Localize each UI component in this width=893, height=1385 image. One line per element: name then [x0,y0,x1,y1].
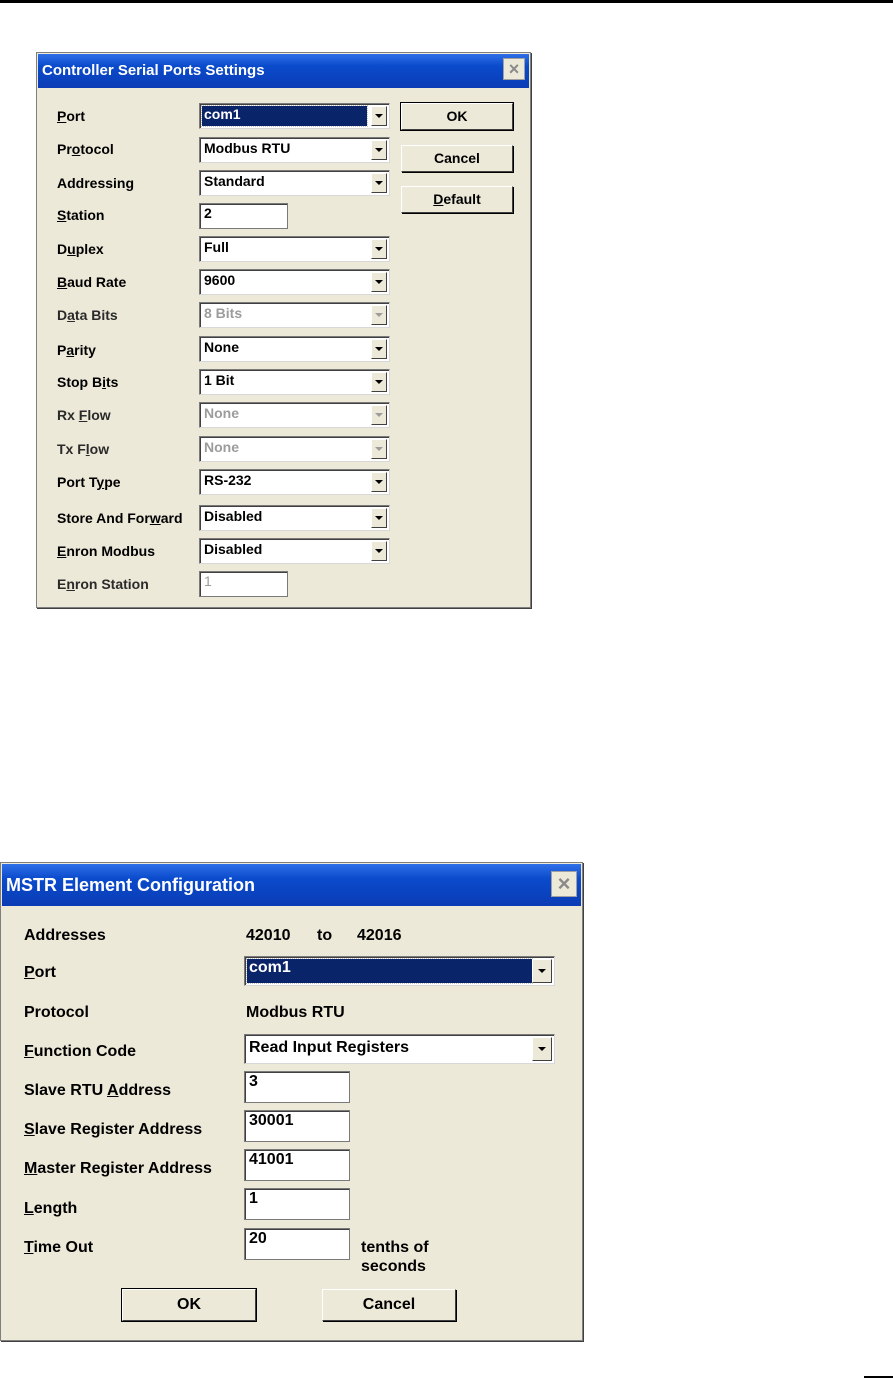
rx-flow-value: None [204,405,239,421]
chevron-down-icon [375,480,383,484]
chevron-down-icon [375,313,383,317]
port-dropdown-button[interactable] [371,106,387,126]
addressing-combo[interactable] [199,170,390,196]
ok-button-label: OK [446,108,468,124]
addressing-dropdown-button[interactable] [371,173,387,193]
baud-rate-combo[interactable] [199,269,390,295]
chevron-down-icon [538,969,546,973]
port-label: Port [57,108,86,124]
addressing-label: Addressing [57,175,135,191]
stop-bits-dropdown-button[interactable] [371,372,387,392]
ok-button[interactable] [401,103,513,130]
slave-rtu-address-label: Slave RTU Address [24,1082,172,1099]
time-out-unit-line1: tenths of [361,1239,429,1256]
duplex-combo[interactable] [199,236,390,262]
data-bits-label: Data Bits [57,307,118,323]
mstr-port-dropdown-button[interactable] [532,959,552,983]
protocol-label: Protocol [24,1004,89,1021]
address-to-value: 42016 [357,927,402,944]
store-and-forward-value: Disabled [204,508,263,524]
dialog-title: MSTR Element Configuration [6,875,255,895]
time-out-label: Time Out [24,1239,94,1256]
chevron-down-icon [538,1047,546,1051]
data-bits-dropdown-button [371,305,387,325]
baud-rate-label: Baud Rate [57,274,127,290]
port-label: Port [24,964,56,981]
parity-value: None [204,339,239,355]
chevron-down-icon [375,148,383,152]
enron-modbus-dropdown-button[interactable] [371,541,387,561]
protocol-value: Modbus RTU [246,1004,345,1021]
function-code-combo[interactable] [244,1034,555,1064]
close-button[interactable] [503,58,525,80]
station-label: Station [57,207,105,223]
stop-bits-value: 1 Bit [204,372,235,388]
dialog-titlebar [2,864,581,906]
data-bits-value: 8 Bits [204,305,243,321]
station-input[interactable] [199,203,288,229]
parity-combo[interactable] [199,336,390,362]
tx-flow-value: None [204,439,239,455]
parity-dropdown-button[interactable] [371,339,387,359]
enron-modbus-value: Disabled [204,541,263,557]
duplex-label: Duplex [57,241,104,257]
protocol-combo[interactable] [199,137,390,163]
station-value: 2 [204,205,212,221]
length-input[interactable] [244,1188,350,1220]
port-type-value: RS-232 [204,472,252,488]
tx-flow-dropdown-button [371,439,387,459]
baud-rate-value: 9600 [204,272,236,288]
chevron-down-icon [375,380,383,384]
protocol-dropdown-button[interactable] [371,140,387,160]
master-register-address-label: Master Register Address [24,1160,212,1177]
time-out-input[interactable] [244,1228,350,1260]
addressing-value: Standard [204,173,265,189]
chevron-down-icon [375,549,383,553]
chevron-down-icon [375,447,383,451]
enron-modbus-combo[interactable] [199,538,390,564]
store-and-forward-label: Store And Forward [57,510,183,526]
data-bits-combo [199,302,390,328]
slave-rtu-address-value: 3 [249,1073,258,1090]
enron-station-input [199,571,288,597]
close-icon: × [557,871,571,896]
chevron-down-icon [375,114,383,118]
parity-label: Parity [57,342,96,358]
chevron-down-icon [375,516,383,520]
ok-button[interactable] [122,1289,256,1321]
duplex-dropdown-button[interactable] [371,239,387,259]
baud-rate-dropdown-button[interactable] [371,272,387,292]
store-and-forward-dropdown-button[interactable] [371,508,387,528]
function-code-dropdown-button[interactable] [532,1037,552,1061]
chevron-down-icon [375,181,383,185]
time-out-unit-line2: seconds [361,1258,426,1275]
cancel-button[interactable] [401,145,513,172]
tx-flow-label: Tx Flow [57,441,110,457]
function-code-value: Read Input Registers [249,1039,410,1056]
port-value: com1 [202,106,367,126]
rx-flow-combo [199,402,390,428]
dialog-titlebar [38,54,529,88]
dialog-title: Controller Serial Ports Settings [42,62,265,79]
chevron-down-icon [375,247,383,251]
cancel-button[interactable] [322,1289,456,1321]
chevron-down-icon [375,413,383,417]
addresses-label: Addresses [24,927,106,944]
chevron-down-icon [375,280,383,284]
protocol-value: Modbus RTU [204,140,291,156]
default-button-label: Default [433,191,481,207]
port-type-combo[interactable] [199,469,390,495]
default-button[interactable] [401,186,513,213]
port-type-label: Port Type [57,474,121,490]
rx-flow-label: Rx Flow [57,407,111,423]
stop-bits-combo[interactable] [199,369,390,395]
time-out-value: 20 [249,1230,267,1247]
length-label: Length [24,1200,78,1217]
mstr-port-value: com1 [247,959,532,983]
slave-register-address-label: Slave Register Address [24,1121,203,1138]
master-register-address-value: 41001 [249,1151,294,1168]
close-button[interactable] [551,871,577,897]
enron-modbus-label: Enron Modbus [57,543,155,559]
length-value: 1 [249,1190,258,1207]
stop-bits-label: Stop Bits [57,374,119,390]
chevron-down-icon [375,347,383,351]
slave-register-address-input[interactable] [244,1110,350,1142]
tx-flow-combo [199,436,390,462]
store-and-forward-combo[interactable] [199,505,390,531]
slave-rtu-address-input[interactable] [244,1071,350,1103]
duplex-value: Full [204,239,229,255]
page-footer-mark [864,1376,893,1378]
mstr-port-combo[interactable] [244,956,555,986]
address-from-value: 42010 [246,927,291,944]
address-to-word: to [317,927,333,944]
protocol-label: Protocol [57,141,114,157]
ok-button-label: OK [177,1296,201,1313]
page-header-rule [0,0,893,3]
port-combo[interactable] [199,103,390,129]
cancel-button-label: Cancel [434,150,480,166]
port-type-dropdown-button[interactable] [371,472,387,492]
cancel-button-label: Cancel [362,1296,416,1313]
rx-flow-dropdown-button [371,405,387,425]
slave-register-address-value: 30001 [249,1112,294,1129]
master-register-address-input[interactable] [244,1149,350,1181]
close-icon: × [508,59,520,79]
function-code-label: Function Code [24,1043,136,1060]
enron-station-label: Enron Station [57,576,149,592]
enron-station-value: 1 [204,573,212,589]
